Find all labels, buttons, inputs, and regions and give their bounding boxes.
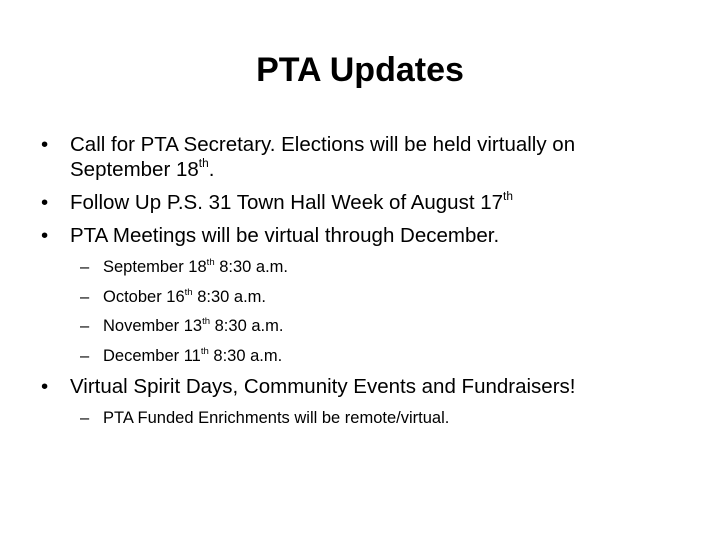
meeting-date-item: [0, 256, 663, 278]
sub-bullet-marker: –: [80, 287, 90, 306]
meeting-date-item: [0, 286, 663, 308]
sub-bullet-marker: –: [80, 346, 90, 365]
meeting-date-item: [0, 345, 663, 367]
bullet-text: PTA Meetings will be virtual through December.: [70, 224, 500, 247]
meeting-date: November 13: [103, 317, 203, 335]
bullet-text: Follow Up P.S. 31 Town Hall Week of August 17: [70, 191, 504, 214]
sub-bullet-marker: –: [80, 409, 90, 427]
enrichments-item: [0, 407, 663, 429]
ordinal-suffix: th: [206, 256, 215, 268]
meeting-time: 8:30 a.m.: [210, 317, 284, 335]
meeting-date-item: [0, 315, 663, 337]
bullet-text-end: .: [208, 158, 215, 181]
bullet-meetings: [0, 223, 670, 248]
bullet-marker: •: [41, 224, 49, 247]
bullet-pta-secretary: [0, 132, 670, 182]
ordinal-suffix: th: [503, 189, 513, 204]
meeting-date: October 16: [103, 287, 185, 306]
meeting-time: 8:30 a.m.: [192, 287, 266, 306]
bullet-text: Virtual Spirit Days, Community Events and Fundraisers!: [70, 375, 576, 398]
bullet-marker: •: [41, 191, 49, 214]
meeting-time: 8:30 a.m.: [214, 258, 289, 276]
ordinal-suffix: th: [200, 345, 209, 357]
ordinal-suffix: th: [184, 286, 193, 298]
meeting-date: December 11: [103, 346, 201, 365]
bullet-list: [0, 132, 720, 437]
ordinal-suffix: th: [202, 315, 211, 327]
bullet-town-hall: [0, 190, 670, 215]
bullet-spirit-days: [0, 374, 670, 399]
meeting-time: 8:30 a.m.: [208, 346, 283, 365]
sub-bullet-marker: –: [80, 258, 90, 276]
ordinal-suffix: th: [198, 156, 209, 171]
sub-bullet-marker: –: [80, 317, 90, 335]
bullet-marker: •: [41, 133, 49, 156]
bullet-text: Call for PTA Secretary. Elections will be held virtually on September 18: [70, 133, 576, 181]
enrichments-text: PTA Funded Enrichments will be remote/virtual.: [103, 409, 450, 427]
bullet-marker: •: [41, 375, 49, 398]
meeting-date: September 18: [103, 258, 207, 276]
slide-title: PTA Updates: [256, 51, 464, 89]
